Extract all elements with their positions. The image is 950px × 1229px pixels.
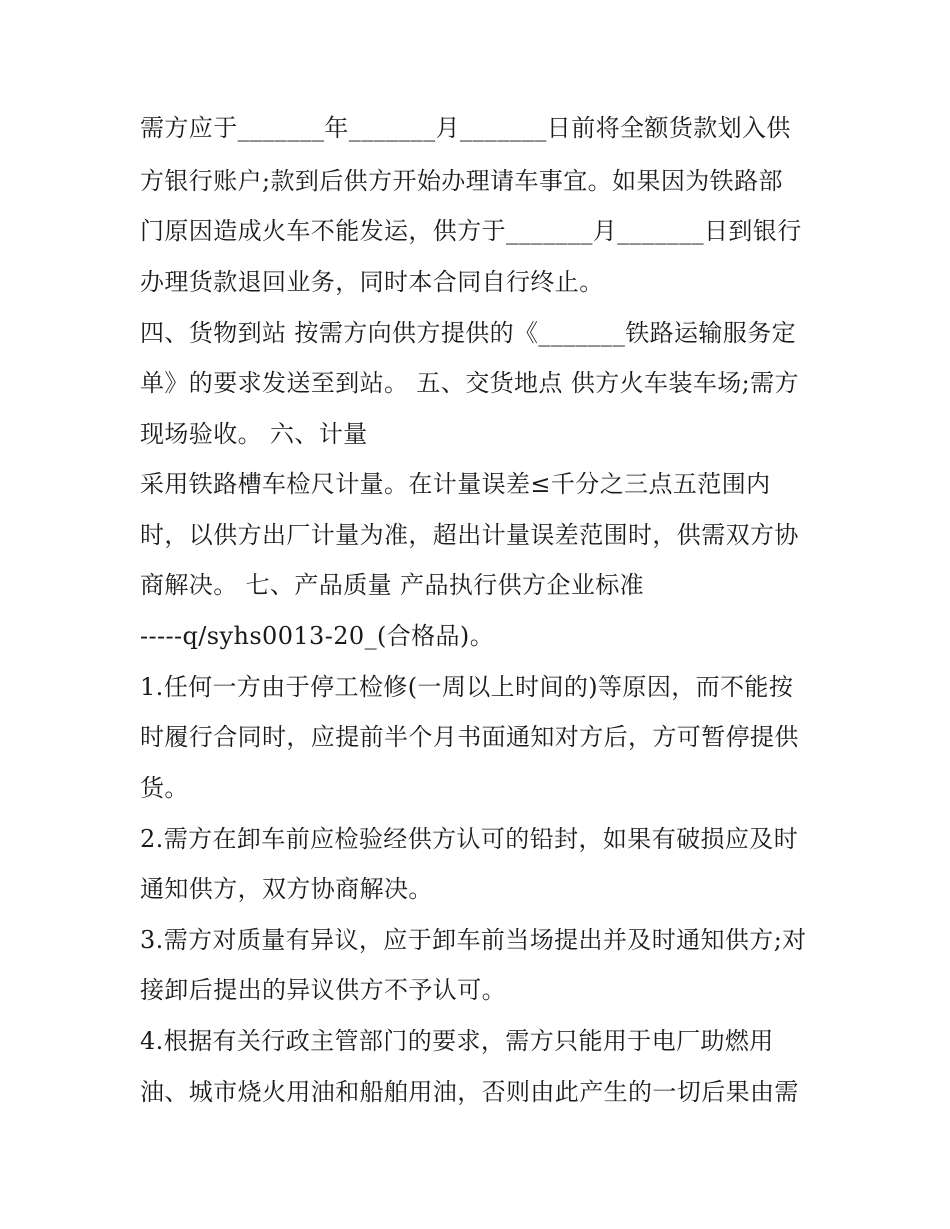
paragraph-line: 3.需方对质量有异议，应于卸车前当场提出并及时通知供方;对 xyxy=(140,926,807,954)
paragraph-line: 通知供方，双方协商解决。 xyxy=(140,875,433,903)
paragraph-line: 油、城市烧火用油和船舶用油，否则由此产生的一切后果由需 xyxy=(140,1078,799,1106)
paragraph-line: 四、货物到站 按需方向供方提供的《_______铁路运输服务定 xyxy=(140,319,797,347)
paragraph-line: 货。 xyxy=(140,774,189,802)
paragraph-line: 时，以供方出厂计量为准，超出计量误差范围时，供需双方协 xyxy=(140,521,799,549)
paragraph-line: 2.需方在卸车前应检验经供方认可的铅封，如果有破损应及时 xyxy=(140,825,799,853)
paragraph-line: -----q/syhs0013-20_(合格品)。 xyxy=(140,622,495,650)
paragraph-line: 4.根据有关行政主管部门的要求，需方只能用于电厂助燃用 xyxy=(140,1027,774,1055)
paragraph-line: 现场验收。 六、计量 xyxy=(140,420,368,448)
paragraph-line: 办理货款退回业务，同时本合同自行终止。 xyxy=(140,268,604,296)
paragraph-line: 需方应于_______年_______月_______日前将全额货款划入供 xyxy=(140,114,791,142)
paragraph-line: 采用铁路槽车检尺计量。在计量误差≤千分之三点五范围内 xyxy=(140,470,771,498)
paragraph-line: 接卸后提出的异议供方不予认可。 xyxy=(140,976,506,1004)
paragraph-line: 方银行账户;款到后供方开始办理请车事宜。如果因为铁路部 xyxy=(140,167,783,195)
paragraph-line: 时履行合同时，应提前半个月书面通知对方后，方可暂停提供 xyxy=(140,723,799,751)
paragraph-line: 1.任何一方由于停工检修(一周以上时间的)等原因，而不能按 xyxy=(140,673,794,701)
paragraph-line: 门原因造成火车不能发运，供方于_______月_______日到银行 xyxy=(140,217,802,245)
paragraph-line: 商解决。 七、产品质量 产品执行供方企业标准 xyxy=(140,571,645,599)
paragraph-line: 单》的要求发送至到站。 五、交货地点 供方火车装车场;需方 xyxy=(140,369,799,397)
